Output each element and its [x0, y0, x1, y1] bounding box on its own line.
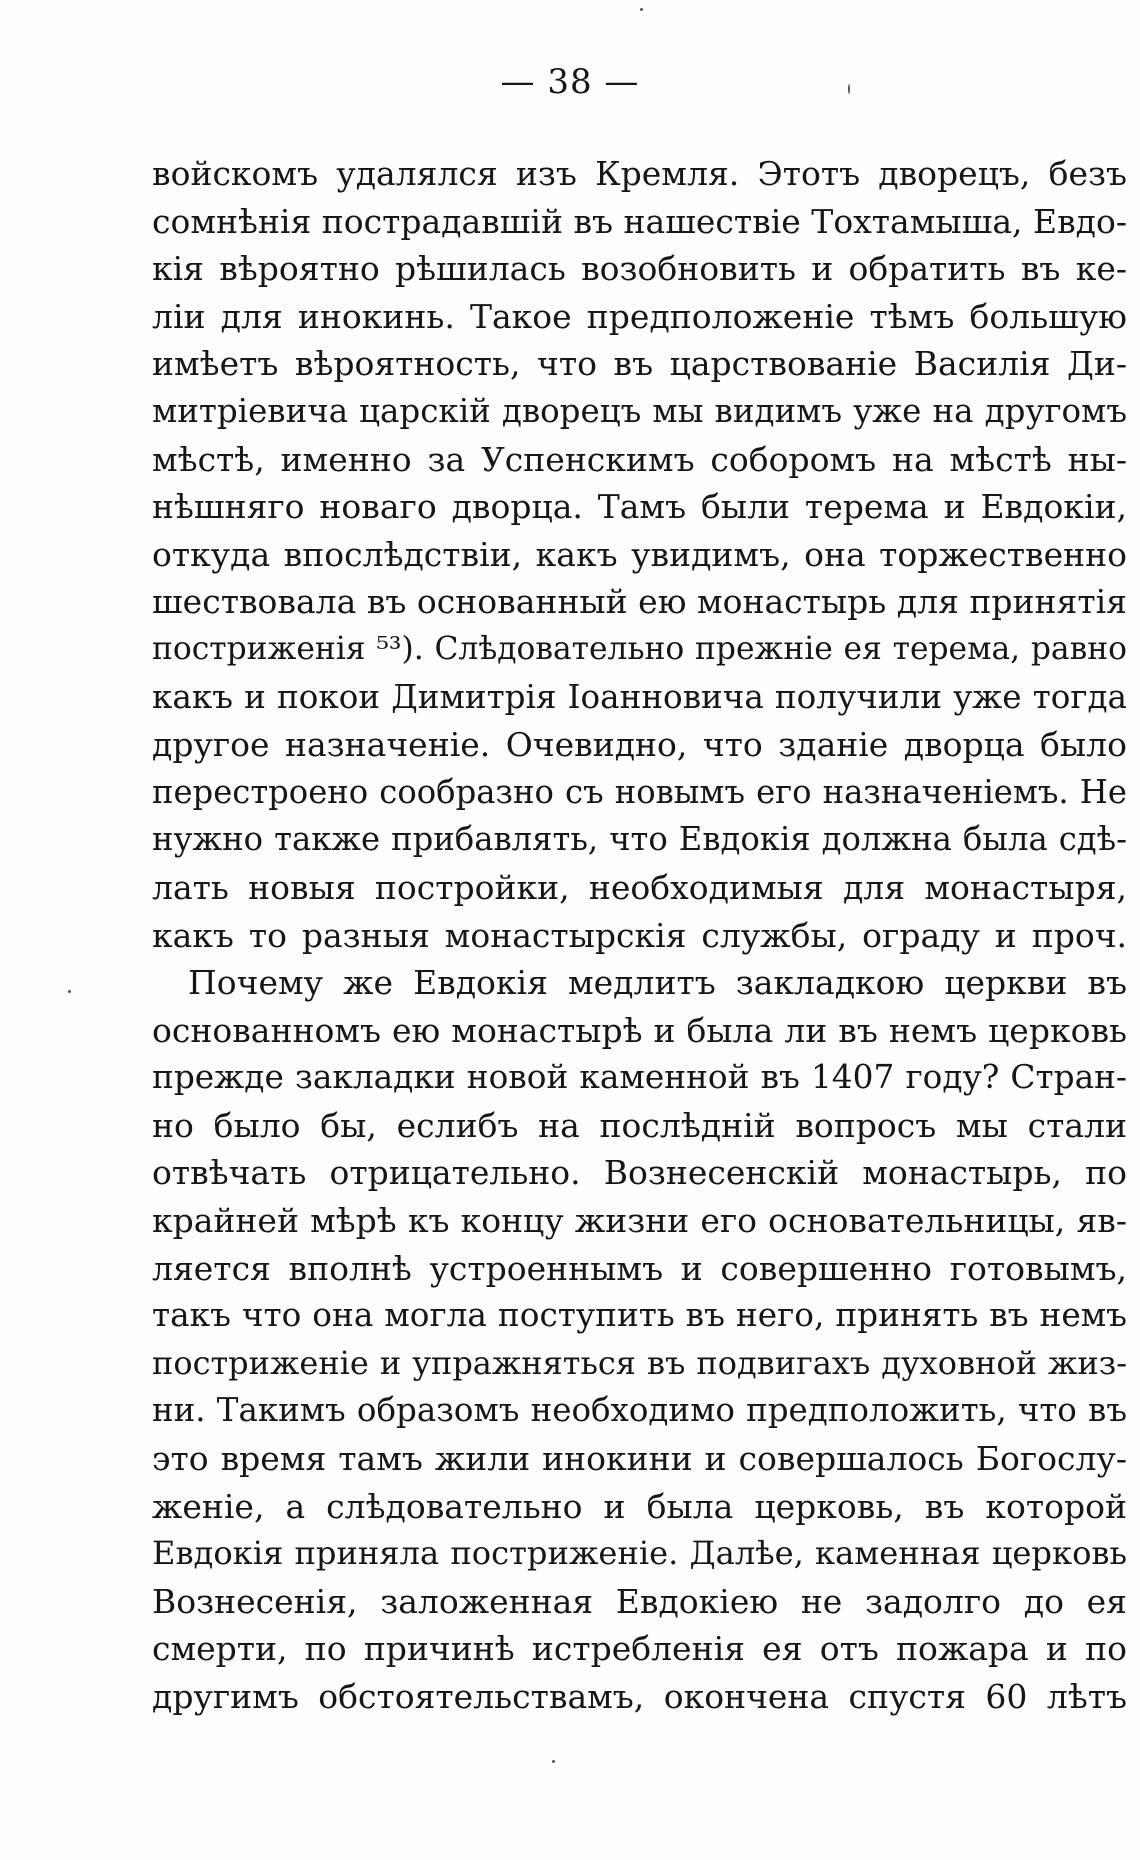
text-line: отвѣчать отрицательно. Вознесенскій монастырь, по — [152, 1153, 1127, 1193]
text-line: другимъ обстоятельствамъ, окончена спустя 60 лѣтъ — [152, 1677, 1127, 1716]
text-line: смерти, по причинѣ истребленія ея отъ пожара и по — [152, 1629, 1127, 1669]
text-line: постриженія ⁵³). Слѣдовательно прежніе ея терема, равно — [152, 630, 1127, 667]
text-line: женіе, а слѣдовательно и была церковь, въ которой — [152, 1486, 1127, 1526]
text-line: основанномъ ею монастырѣ и была ли въ немъ церковь — [152, 1010, 1127, 1050]
text-line: ліи для инокинь. Такое предположеніе тѣмъ большую — [152, 296, 1127, 336]
body-text — [152, 150, 1127, 1721]
text-line: имѣетъ вѣроятность, что въ царствованіе Василія Ди- — [152, 344, 1127, 384]
print-speck — [552, 1760, 555, 1763]
paragraph-start-line: Почему же Евдокія медлитъ закладкою церкви въ — [188, 963, 1127, 1003]
text-line: перестроено сообразно съ новымъ его назначеніемъ. Не — [152, 772, 1127, 811]
text-line: нѣшняго новаго дворца. Тамъ были терема и Евдокіи, — [152, 487, 1127, 527]
print-speck — [640, 8, 643, 11]
text-line: Вознесенія, заложенная Евдокіею не задолго до ея — [152, 1581, 1127, 1621]
text-line: лать новыя постройки, необходимыя для монастыря, — [152, 867, 1127, 907]
print-speck — [68, 990, 71, 993]
page-number: — 38 — — [500, 62, 640, 102]
text-line: откуда впослѣдствіи, какъ увидимъ, она торжественно — [152, 534, 1127, 574]
print-speck — [848, 84, 850, 94]
text-line: но было бы, еслибъ на послѣдній вопросъ мы стали — [152, 1105, 1127, 1145]
text-line: ляется вполнѣ устроеннымъ и совершенно готовымъ, — [152, 1248, 1127, 1288]
text-line: какъ то разныя монастырскія службы, ограду и проч. — [152, 915, 1127, 955]
text-line: сомнѣнія пострадавшій въ нашествіе Тохтамыша, Евдо- — [152, 201, 1127, 241]
text-line: мѣстѣ, именно за Успенскимъ соборомъ на мѣстѣ ны- — [152, 439, 1127, 479]
text-line: это время тамъ жили инокини и совершалось Богослу- — [152, 1439, 1127, 1479]
text-line: шествовала въ основанный ею монастырь для принятія — [152, 582, 1127, 622]
text-line: кія вѣроятно рѣшилась возобновить и обратить въ ке- — [152, 249, 1127, 289]
text-line: крайней мѣрѣ къ концу жизни его основательницы, яв- — [152, 1201, 1127, 1241]
text-line: ни. Такимъ образомъ необходимо предположить, что въ — [152, 1391, 1127, 1430]
text-line: такъ что она могла поступить въ него, принять въ немъ — [152, 1296, 1127, 1335]
text-line: войскомъ удалялся изъ Кремля. Этотъ дворецъ, безъ — [152, 154, 1127, 193]
text-line: митріевича царскій дворецъ мы видимъ уже на другомъ — [152, 391, 1127, 430]
text-line: постриженіе и упражняться въ подвигахъ духовной жиз- — [152, 1343, 1127, 1382]
text-line: нужно также прибавлять, что Евдокія должна была сдѣ- — [152, 820, 1127, 859]
text-line: прежде закладки новой каменной въ 1407 году? Стран- — [152, 1058, 1127, 1097]
text-line: другое назначеніе. Очевидно, что зданіе дворца было — [152, 725, 1127, 765]
text-line: какъ и покои Димитрія Іоанновича получили уже тогда — [152, 677, 1127, 716]
text-line: Евдокія приняла постриженіе. Далѣе, каменная церковь — [152, 1534, 1127, 1573]
